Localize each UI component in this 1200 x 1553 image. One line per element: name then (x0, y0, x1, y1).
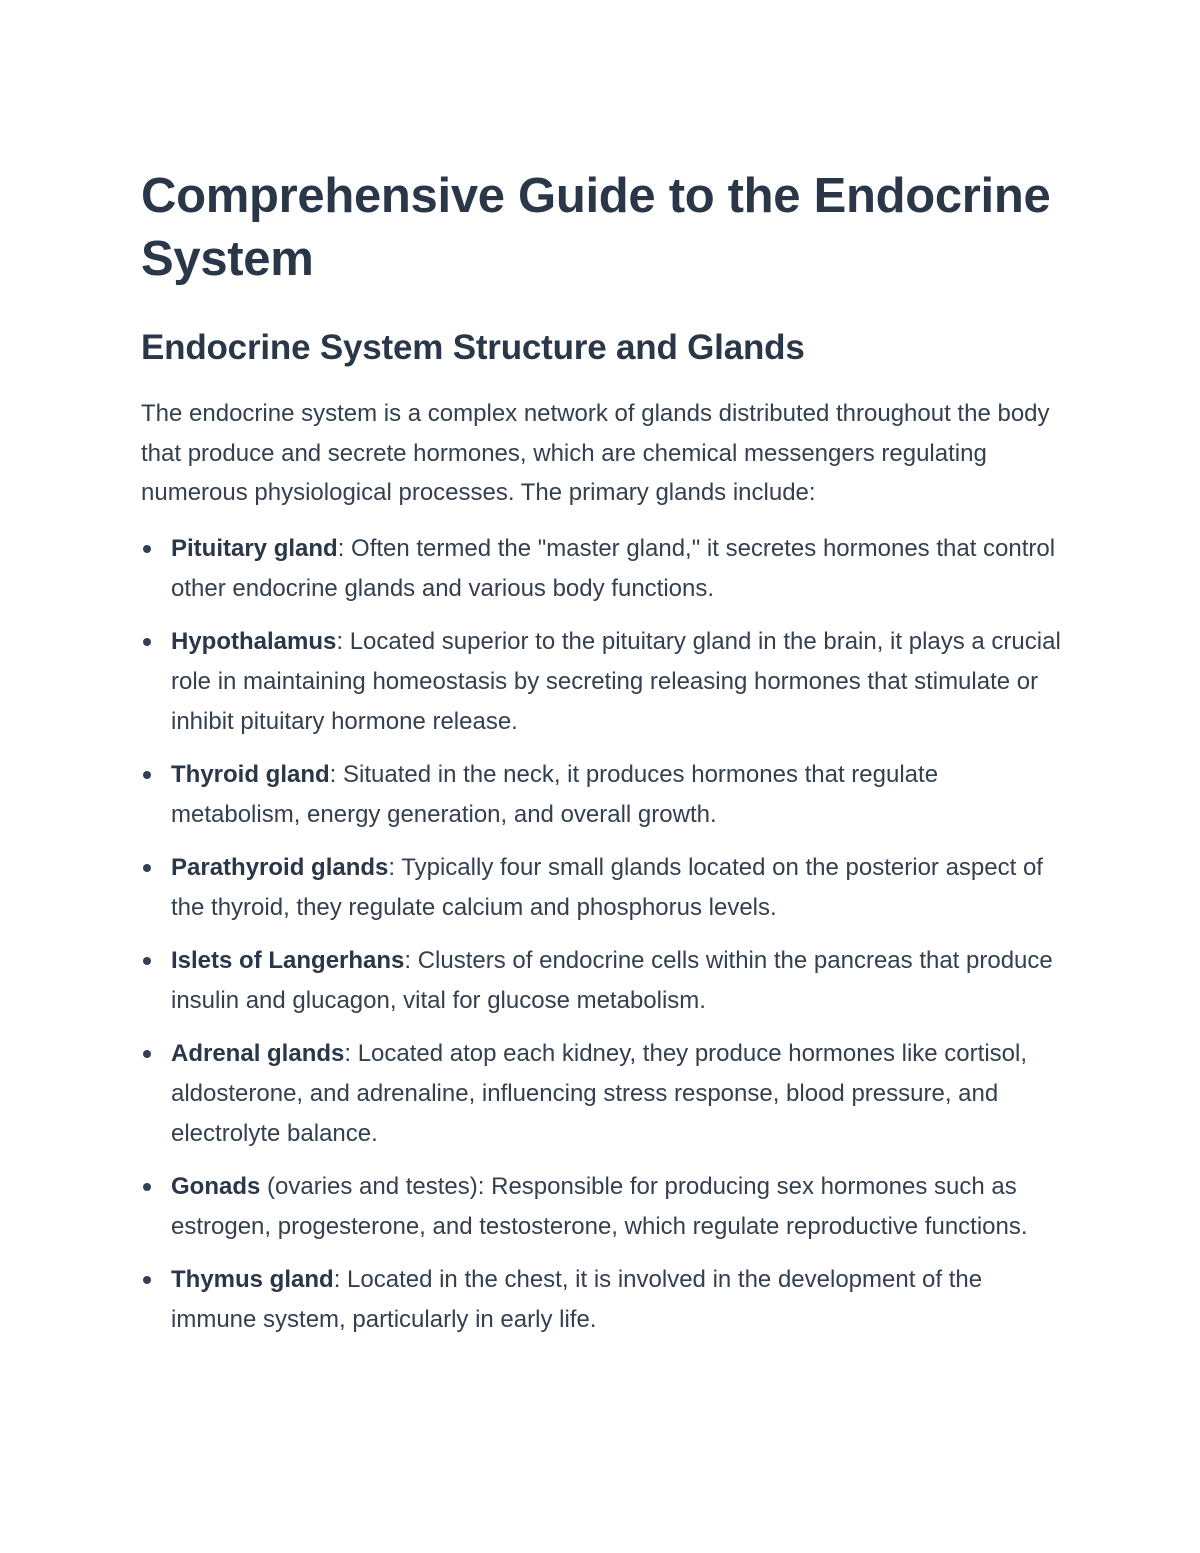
gland-description: : Located atop each kidney, they produce hormones like cortisol, aldosterone, and adrenaline, influencing stress response, blood pressure, and electrolyte balance. (171, 1039, 1027, 1147)
bullet-icon (143, 1276, 151, 1284)
gland-description: (ovaries and testes): Responsible for producing sex hormones such as estrogen, progesterone, and testosterone, which regulate reproductive functions. (171, 1172, 1028, 1240)
gland-description: : Typically four small glands located on the posterior aspect of the thyroid, they regulate calcium and phosphorus levels. (171, 853, 1043, 921)
gland-name: Pituitary gland (171, 534, 338, 562)
bullet-icon (143, 957, 151, 965)
list-item (141, 529, 1066, 609)
list-item (141, 1260, 1066, 1340)
list-item (141, 1167, 1066, 1247)
gland-description: : Often termed the "master gland," it secretes hormones that control other endocrine glands and various body functions. (171, 534, 1056, 602)
list-item (141, 941, 1066, 1021)
bullet-icon (143, 864, 151, 872)
bullet-icon (143, 1183, 151, 1191)
glands-list (141, 529, 1066, 1340)
gland-name: Thymus gland (171, 1265, 334, 1293)
list-item (141, 848, 1066, 928)
bullet-icon (143, 545, 151, 553)
bullet-icon (143, 1050, 151, 1058)
bullet-icon (143, 638, 151, 646)
gland-name: Adrenal glands (171, 1039, 345, 1067)
list-item (141, 1034, 1066, 1154)
gland-description: : Located superior to the pituitary gland in the brain, it plays a crucial role in maintaining homeostasis by secreting releasing hormones that stimulate or inhibit pituitary hormone release. (171, 627, 1061, 735)
gland-name: Gonads (171, 1172, 261, 1200)
gland-name: Thyroid gland (171, 760, 330, 788)
intro-paragraph: The endocrine system is a complex network of glands distributed throughout the body that produce and secrete hormones, which are chemical messengers regulating numerous physiological processes. The primary glands include: (141, 400, 1050, 506)
bullet-icon (143, 771, 151, 779)
gland-description: : Clusters of endocrine cells within the pancreas that produce insulin and glucagon, vital for glucose metabolism. (171, 946, 1053, 1014)
gland-name: Parathyroid glands (171, 853, 389, 881)
list-item (141, 755, 1066, 835)
list-item (141, 622, 1066, 742)
gland-name: Hypothalamus (171, 627, 337, 655)
page-title: Comprehensive Guide to the Endocrine System (141, 169, 1051, 286)
gland-name: Islets of Langerhans (171, 946, 405, 974)
section-heading: Endocrine System Structure and Glands (141, 328, 805, 367)
gland-description: : Located in the chest, it is involved in the development of the immune system, particularly in early life. (171, 1265, 983, 1333)
document-page (141, 165, 1066, 1353)
gland-description: : Situated in the neck, it produces hormones that regulate metabolism, energy generation, and overall growth. (171, 760, 939, 828)
